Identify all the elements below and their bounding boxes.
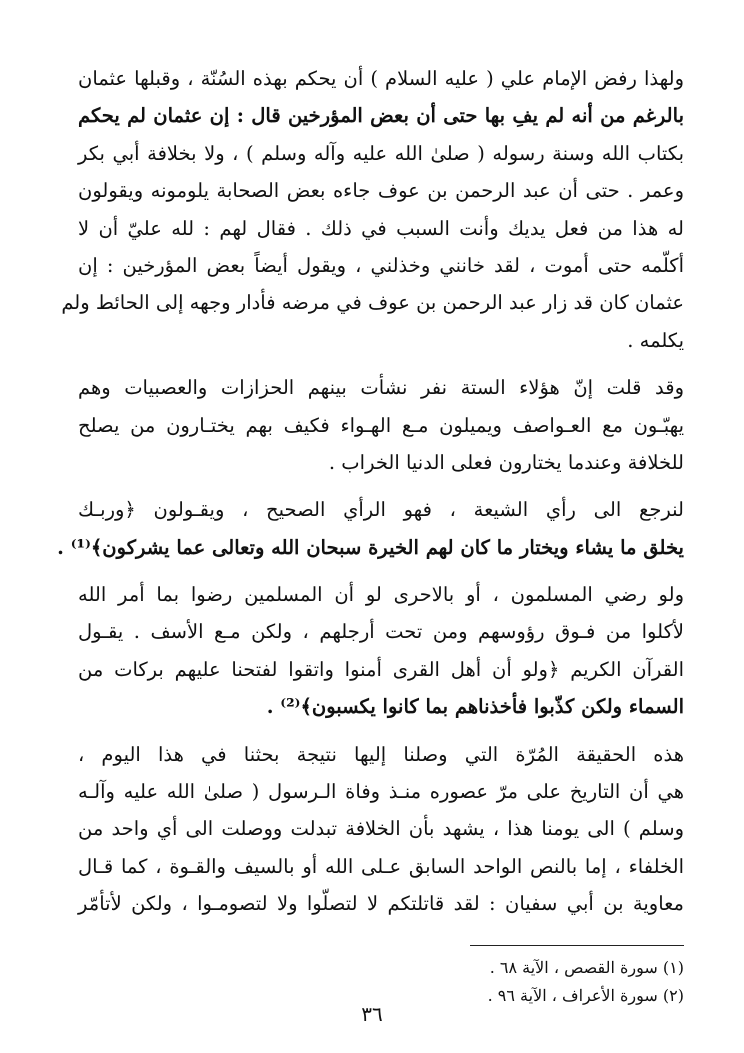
text-line: السماء ولكن كذّبوا فأخذناهم بما كانوا يكسبون﴾⁽²⁾ . xyxy=(266,695,684,719)
text-line: ولهذا رفض الإمام علي ( عليه السلام ) أن يحكم بهذه السُنّة ، وقبلها عثمان xyxy=(78,67,684,90)
paragraph-3 xyxy=(57,491,684,566)
paragraph-4 xyxy=(78,576,684,726)
text-line: يخلق ما يشاء ويختار ما كان لهم الخيرة سبحان الله وتعالى عما يشركون﴾⁽¹⁾ . xyxy=(57,535,684,559)
text-line: يكلمه . xyxy=(627,328,684,352)
footnote: (٢) سورة الأعراف ، الآية ٩٦ . xyxy=(487,985,684,1005)
text-line: أكلّمه حتى أموت ، لقد خانني وخذلني ، ويقول أيضاً بعض المؤرخين : إن xyxy=(78,253,684,277)
text-line: لنرجع الى رأي الشيعة ، فهو الرأي الصحيح ، ويقـولون ﴿وربـك xyxy=(78,498,684,522)
text-line: ولو رضي المسلمون ، أو بالاحرى لو أن المسلمين رضوا بما أمر الله xyxy=(78,583,684,607)
text-line: هذه الحقيقة المُرّة التي وصلنا إليها نتيجة بحثنا في هذا اليوم ، xyxy=(78,742,684,766)
text-line: لأكلوا من فـوق رؤوسهم ومن تحت أرجلهم ، ولكن مـع الأسف . يقـول xyxy=(78,620,684,644)
text-line: عثمان كان قد زار عبد الرحمن بن عوف في مرضه فأدار وجهه إلى الحائط ولم xyxy=(61,291,684,315)
paragraph-2 xyxy=(78,369,684,481)
text-line: القرآن الكريم ﴿ولو أن أهل القرى أمنوا واتقوا لفتحنا عليهم بركات من xyxy=(78,657,684,681)
page-number: ٣٦ xyxy=(361,1002,383,1026)
text-line: للخلافة وعندما يختارون فعلى الدنيا الخراب . xyxy=(328,450,684,474)
footnote: (١) سورة القصص ، الآية ٦٨ . xyxy=(489,957,684,977)
text-line: له هذا من فعل يديك وأنت السبب في ذلك . فقال لهم : لله عليّ أن لا xyxy=(78,216,684,240)
text-line: وسلم ) الى يومنا هذا ، يشهد بأن الخلافة تبدلت ووصلت الى أي واحد من xyxy=(78,817,684,841)
text-line: الخلفاء ، إما بالنص الواحد السابق عـلى الله أو بالسيف والقـوة ، كما قـال xyxy=(78,854,684,878)
document-page xyxy=(57,60,684,1020)
paragraph-5 xyxy=(78,736,684,923)
text-line: بالرغم من أنه لم يفِ بها حتى أن بعض المؤرخين قال : إن عثمان لم يحكم xyxy=(78,104,684,128)
text-line: يهبّـون مع العـواصف ويميلون مـع الهـواء فكيف بهم يختـارون من يصلح xyxy=(78,413,684,437)
paragraph-1 xyxy=(61,60,684,359)
text-line: بكتاب الله وسنة رسوله ( صلىٰ الله عليه وآله وسلم ) ، ولا بخلافة أبي بكر xyxy=(78,141,684,165)
footnote-divider xyxy=(470,945,684,946)
text-line: وعمر . حتى أن عبد الرحمن بن عوف جاءه بعض الصحابة يلومونه ويقولون xyxy=(78,179,684,203)
text-line: هي أن التاريخ على مرّ عصوره منـذ وفاة الـرسول ( صلىٰ الله عليه وآلـه xyxy=(78,780,684,804)
text-line: معاوية بن أبي سفيان : لقد قاتلتكم لا لتصلّوا ولا لتصومـوا ، ولكن لأتأمّر xyxy=(78,892,684,916)
text-line: وقد قلت إنّ هؤلاء الستة نفر نشأت بينهم الحزازات والعصبيات وهم xyxy=(78,376,684,400)
